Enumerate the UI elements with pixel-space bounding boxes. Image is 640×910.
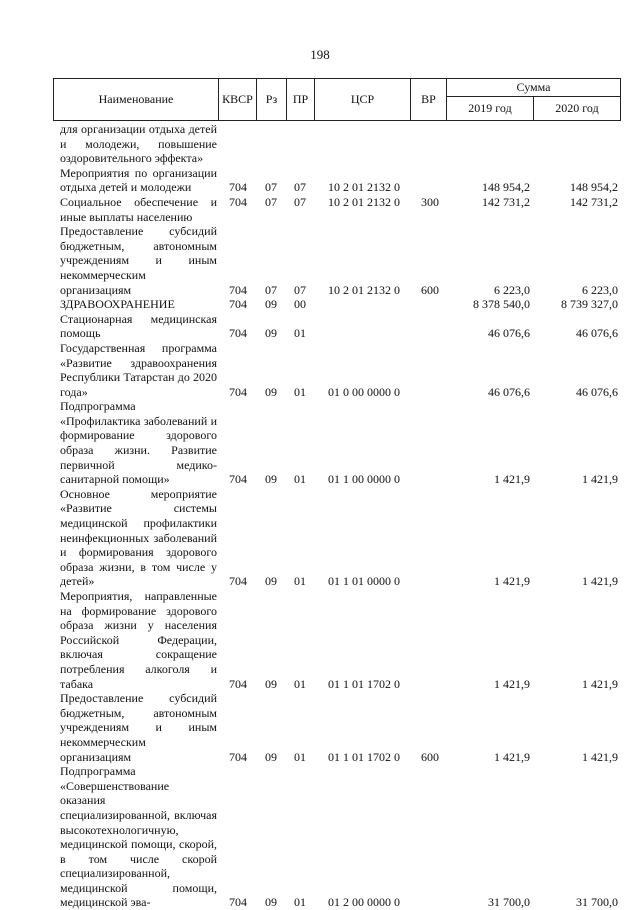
header-pr: ПР (287, 79, 315, 121)
table-body (0, 122, 640, 910)
row-sum-2020: 1 421,9 (582, 574, 618, 589)
table-row (0, 312, 640, 341)
row-sum-2019: 46 076,6 (488, 384, 530, 399)
row-sum-2019: 31 700,0 (488, 895, 530, 910)
row-rz: 09 (265, 749, 277, 764)
row-kvsr: 704 (229, 472, 247, 487)
row-pr: 01 (294, 326, 306, 341)
row-name: Подпрограмма «Профилактика заболеваний и формирование здорового образа жизни. Развитие первичной медико-санитарной помощи» (60, 399, 217, 487)
table-row (0, 122, 640, 166)
table-row (0, 341, 640, 399)
row-pr: 07 (294, 180, 306, 195)
row-sum-2020: 31 700,0 (576, 895, 618, 910)
row-csr: 01 2 00 0000 0 (328, 895, 400, 910)
row-kvsr: 704 (229, 180, 247, 195)
table-row (0, 487, 640, 589)
row-sum-2020: 1 421,9 (582, 676, 618, 691)
table-row (0, 589, 640, 691)
table-row (0, 166, 640, 195)
row-sum-2019: 1 421,9 (494, 472, 530, 487)
row-sum-2019: 1 421,9 (494, 749, 530, 764)
row-csr: 01 1 01 1702 0 (328, 676, 400, 691)
table-row (0, 691, 640, 764)
row-sum-2019: 8 378 540,0 (473, 297, 530, 312)
row-kvsr: 704 (229, 326, 247, 341)
row-vr: 300 (421, 194, 439, 209)
row-pr: 01 (294, 676, 306, 691)
row-sum-2020: 1 421,9 (582, 472, 618, 487)
table-row (0, 764, 640, 910)
row-rz: 09 (265, 676, 277, 691)
row-rz: 07 (265, 194, 277, 209)
row-pr: 01 (294, 472, 306, 487)
table-row (0, 399, 640, 487)
table-row (0, 297, 640, 312)
row-pr: 07 (294, 194, 306, 209)
header-year-2019: 2019 год (447, 97, 534, 121)
row-sum-2019: 46 076,6 (488, 326, 530, 341)
row-sum-2020: 142 731,2 (570, 194, 618, 209)
header-rz: Рз (257, 79, 287, 121)
row-csr: 01 0 00 0000 0 (328, 384, 400, 399)
row-pr: 01 (294, 574, 306, 589)
row-name: Предоставление субсидий бюджетным, автономным учреждениям и иным некоммерческим организациям (60, 224, 217, 297)
row-kvsr: 704 (229, 384, 247, 399)
row-name: Социальное обеспечение и иные выплаты населению (60, 194, 217, 224)
row-kvsr: 704 (229, 676, 247, 691)
row-sum-2019: 1 421,9 (494, 574, 530, 589)
row-name: Государственная программа «Развитие здравоохранения Республики Татарстан до 2020 года» (60, 340, 217, 399)
row-kvsr: 704 (229, 194, 247, 209)
row-kvsr: 704 (229, 282, 247, 297)
row-rz: 09 (265, 574, 277, 589)
row-name: для организации отдыха детей и молодежи, повышение оздоровительного эффекта» (60, 122, 217, 166)
row-sum-2019: 148 954,2 (482, 180, 530, 195)
row-pr: 01 (294, 384, 306, 399)
row-name: ЗДРАВООХРАНЕНИЕ (60, 297, 175, 312)
row-rz: 09 (265, 297, 277, 312)
row-csr: 10 2 01 2132 0 (328, 282, 400, 297)
row-rz: 07 (265, 282, 277, 297)
row-sum-2020: 1 421,9 (582, 749, 618, 764)
row-kvsr: 704 (229, 749, 247, 764)
row-vr: 600 (421, 749, 439, 764)
row-sum-2019: 1 421,9 (494, 676, 530, 691)
row-pr: 07 (294, 282, 306, 297)
row-sum-2019: 142 731,2 (482, 194, 530, 209)
table-row (0, 195, 640, 224)
row-csr: 01 1 00 0000 0 (328, 472, 400, 487)
header-sum: Сумма (447, 79, 621, 97)
row-rz: 09 (265, 472, 277, 487)
row-csr: 01 1 01 0000 0 (328, 574, 400, 589)
row-sum-2020: 46 076,6 (576, 384, 618, 399)
row-rz: 09 (265, 895, 277, 910)
row-name: Стационарная медицинская помощь (60, 311, 217, 341)
row-pr: 00 (294, 297, 306, 312)
row-pr: 01 (294, 749, 306, 764)
row-kvsr: 704 (229, 297, 247, 312)
row-name: Основное мероприятие «Развитие системы медицинской профилактики неинфекционных заболеваний и формирования здорового образа жизни, в том числе у детей» (60, 486, 217, 589)
row-sum-2020: 6 223,0 (582, 282, 618, 297)
row-sum-2020: 8 739 327,0 (561, 297, 618, 312)
row-name: Мероприятия, направленные на формирование здорового образа жизни у населения Российской Федерации, включая сокращение потребления алкоголя и табака (60, 589, 217, 691)
row-sum-2019: 6 223,0 (494, 282, 530, 297)
page-number: 198 (310, 47, 330, 62)
row-sum-2020: 46 076,6 (576, 326, 618, 341)
row-csr: 10 2 01 2132 0 (328, 180, 400, 195)
header-kvsr: КВСР (219, 79, 257, 121)
row-rz: 07 (265, 180, 277, 195)
row-sum-2020: 148 954,2 (570, 180, 618, 195)
table-header (53, 78, 621, 121)
header-vr: ВР (411, 79, 447, 121)
header-csr: ЦСР (315, 79, 411, 121)
row-pr: 01 (294, 895, 306, 910)
row-csr: 01 1 01 1702 0 (328, 749, 400, 764)
row-name: Предоставление субсидий бюджетным, автономным учреждениям и иным некоммерческим организациям (60, 691, 217, 764)
row-vr: 600 (421, 282, 439, 297)
row-rz: 09 (265, 326, 277, 341)
row-kvsr: 704 (229, 574, 247, 589)
header-year-2020: 2020 год (534, 97, 621, 121)
row-csr: 10 2 01 2132 0 (328, 194, 400, 209)
header-name: Наименование (54, 79, 219, 121)
row-kvsr: 704 (229, 895, 247, 910)
row-name: Подпрограмма «Совершенствование оказания специализированной, включая высокотехнологичную, медицинской помощи, скорой, в том числе скорой специализированной, медицинской помощи, медицинской эва- (60, 764, 217, 910)
row-rz: 09 (265, 384, 277, 399)
row-name: Мероприятия по организации отдыха детей и молодежи (60, 165, 217, 195)
